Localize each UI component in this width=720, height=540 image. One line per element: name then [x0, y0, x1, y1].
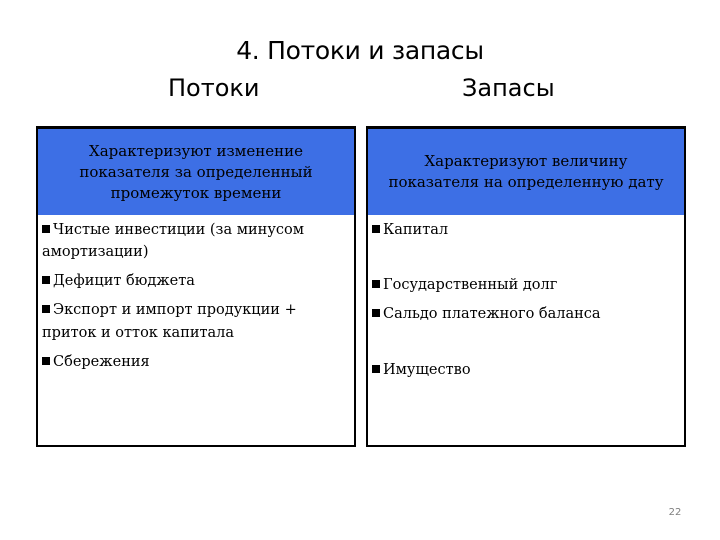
bullet-icon [372, 365, 380, 373]
bullet-icon [42, 276, 50, 284]
list-item-continuation: амортизации) [42, 244, 149, 260]
list-item: Экспорт и импорт продукции + [42, 299, 297, 321]
flows-heading: Потоки [168, 74, 260, 102]
list-item-continuation: приток и отток капитала [42, 325, 235, 341]
bullet-icon [42, 225, 50, 233]
list-item: Имущество [372, 359, 471, 381]
page-number: 22 [668, 507, 682, 518]
list-item: Дефицит бюджета [42, 270, 195, 292]
slide-title: 4. Потоки и запасы [236, 36, 484, 65]
bullet-icon [372, 280, 380, 288]
list-item: Государственный долг [372, 274, 557, 296]
bullet-icon [42, 305, 50, 313]
list-item: Сальдо платежного баланса [372, 303, 601, 325]
flows-box-header: Характеризуют изменение показателя за определенный промежуток времени [38, 129, 354, 215]
stocks-box-header: Характеризуют величину показателя на определенную дату [368, 129, 684, 215]
bullet-icon [372, 309, 380, 317]
list-item: Чистые инвестиции (за минусом [42, 219, 304, 241]
list-item: Капитал [372, 219, 448, 241]
bullet-icon [42, 357, 50, 365]
bullet-icon [372, 225, 380, 233]
stocks-heading: Запасы [462, 74, 555, 102]
list-item: Сбережения [42, 351, 150, 373]
